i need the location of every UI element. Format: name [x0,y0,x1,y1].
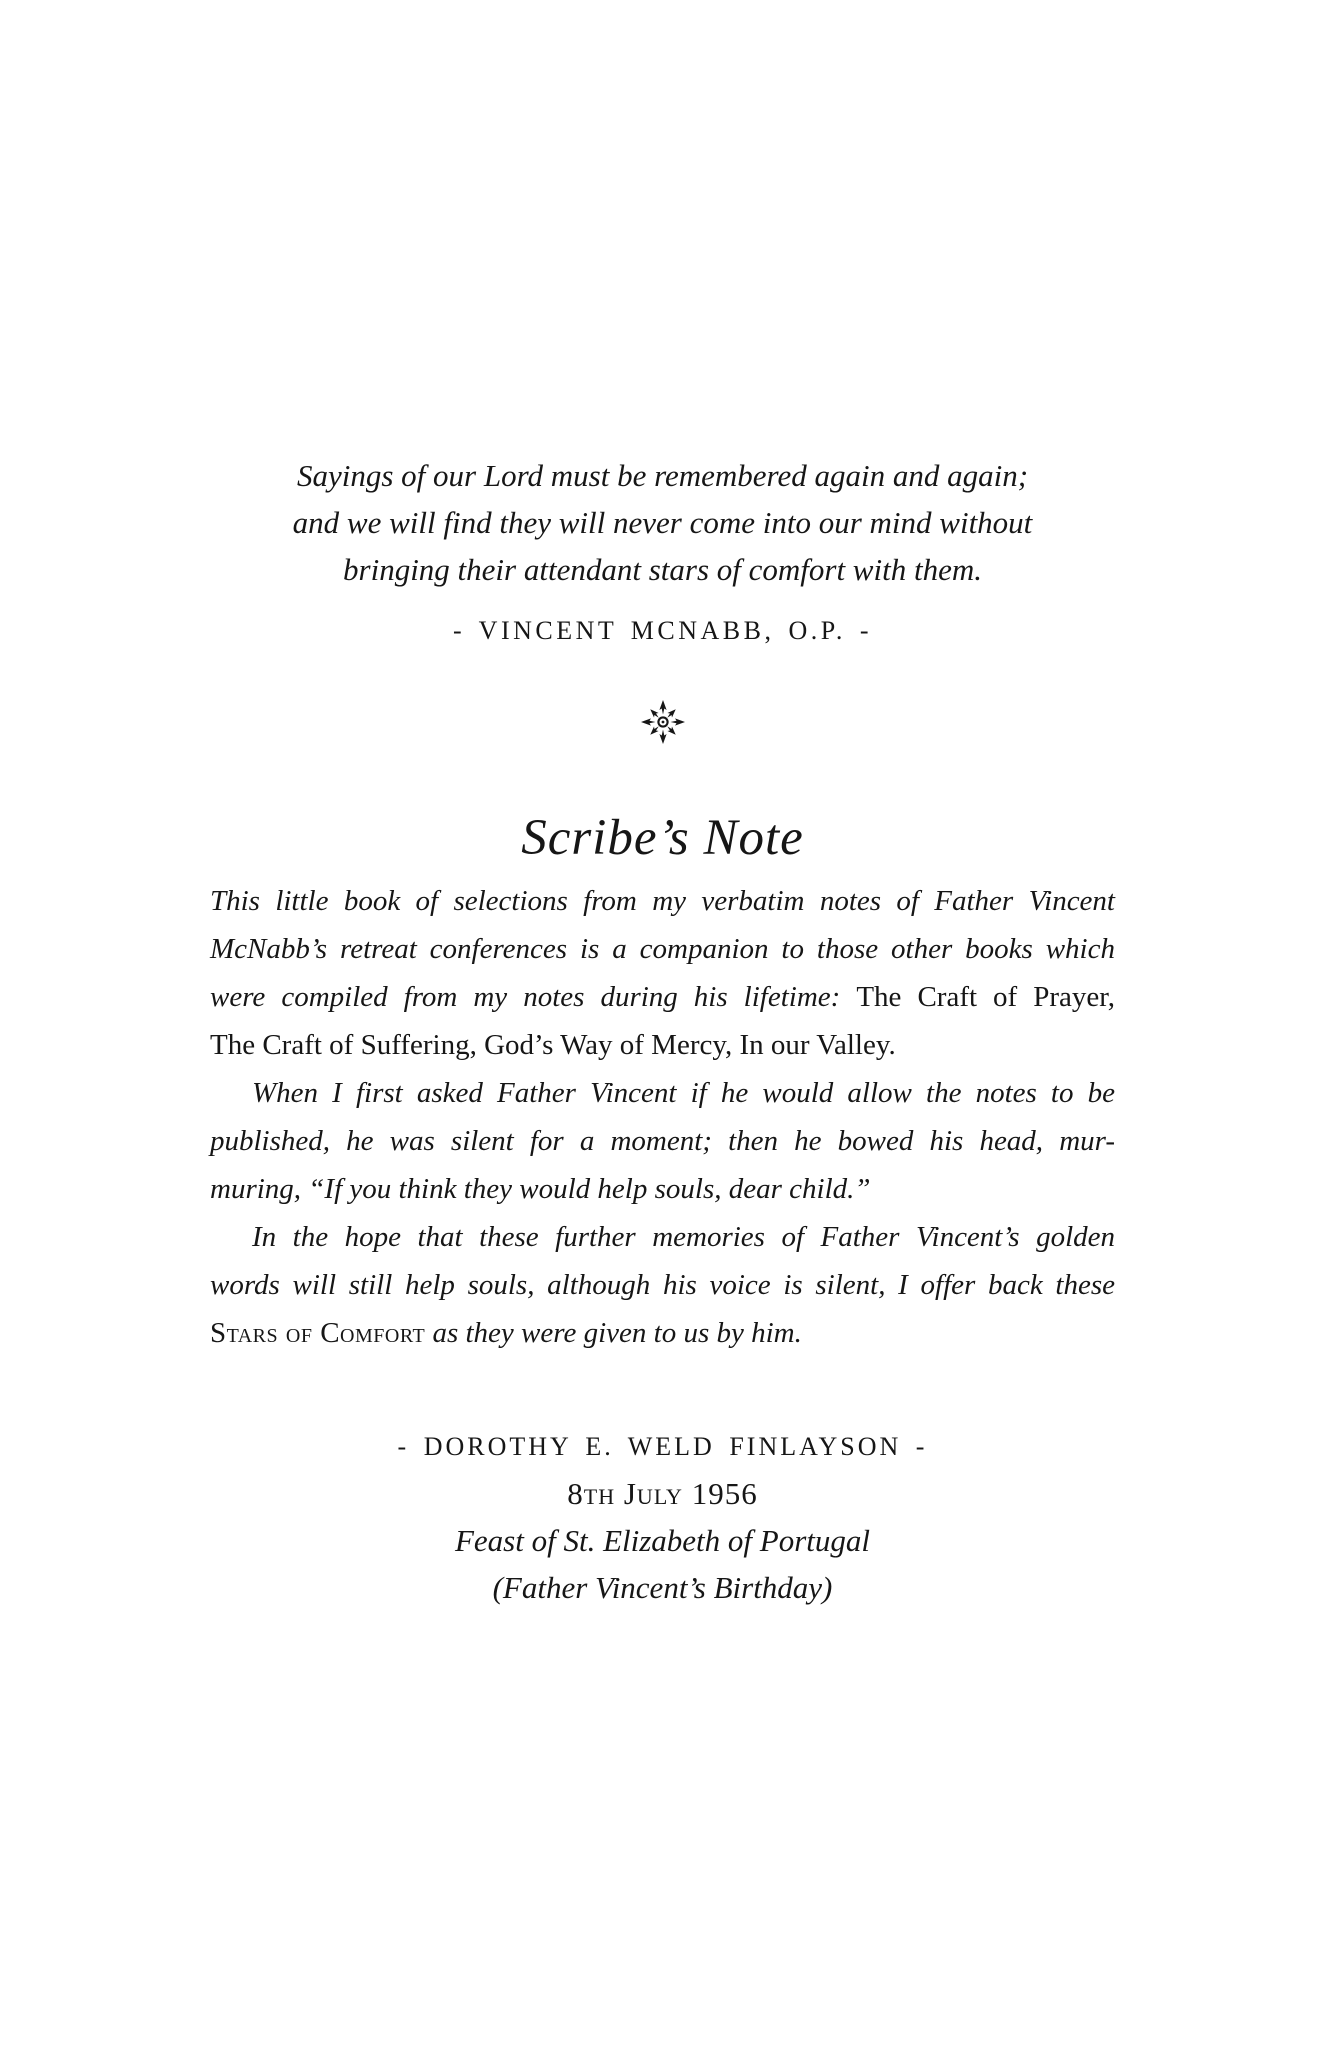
text-line: published, he was silent for a moment; then he bowed his head, mur- [210,1125,1115,1157]
text-line: When I first asked Father Vincent if he would allow the notes to be [252,1077,1115,1109]
epigraph-attribution: - VINCENT MCNABB, O.P. - [452,616,873,645]
epigraph-line: and we will find they will never come into our mind without [292,505,1033,540]
epigraph-line: Sayings of our Lord must be remembered again and again; [296,458,1029,493]
epigraph-line: bringing their attendant stars of comfort with them. [343,552,982,587]
text-line [210,1309,1115,1357]
section-heading: Scribe’s Note [521,810,804,866]
ornament-row [210,699,1115,747]
text-line: muring, “If you think they would help souls, dear child.” [210,1173,871,1205]
signature-birthday: (Father Vincent’s Birthday) [492,1570,833,1605]
book-titles-line: The Craft of Suffering, God’s Way of Mercy, In our Valley. [210,1029,896,1061]
star-ornament-icon [640,699,686,745]
text-line: words will still help souls, although his voice is silent, I offer back these [210,1269,1115,1301]
text-block [210,0,1115,1611]
paragraph [210,1213,1115,1357]
text-line [210,973,1115,1021]
text-segment-italic: were compiled from my notes during his lifetime: [210,981,841,1013]
signature-block [210,1423,1115,1611]
paragraph [210,877,1115,1069]
book-title-roman: The Craft of Prayer, [856,981,1116,1013]
signature-date: 8th July 1956 [567,1476,758,1511]
text-line: In the hope that these further memories of Father Vincent’s golden [252,1221,1115,1253]
text-segment-italic: as they were given to us by him. [432,1317,802,1349]
signature-name: - DOROTHY E. WELD FINLAYSON - [397,1432,928,1461]
text-line: This little book of selections from my verbatim notes of Father Vincent [210,885,1115,917]
epigraph-quote [210,452,1115,593]
note-body [210,877,1115,1357]
book-title-smallcaps: Stars of Comfort [210,1317,426,1349]
signature-feast: Feast of St. Elizabeth of Portugal [454,1523,871,1558]
text-line: McNabb’s retreat conferences is a companion to those other books which [210,933,1115,965]
paragraph [210,1069,1115,1213]
